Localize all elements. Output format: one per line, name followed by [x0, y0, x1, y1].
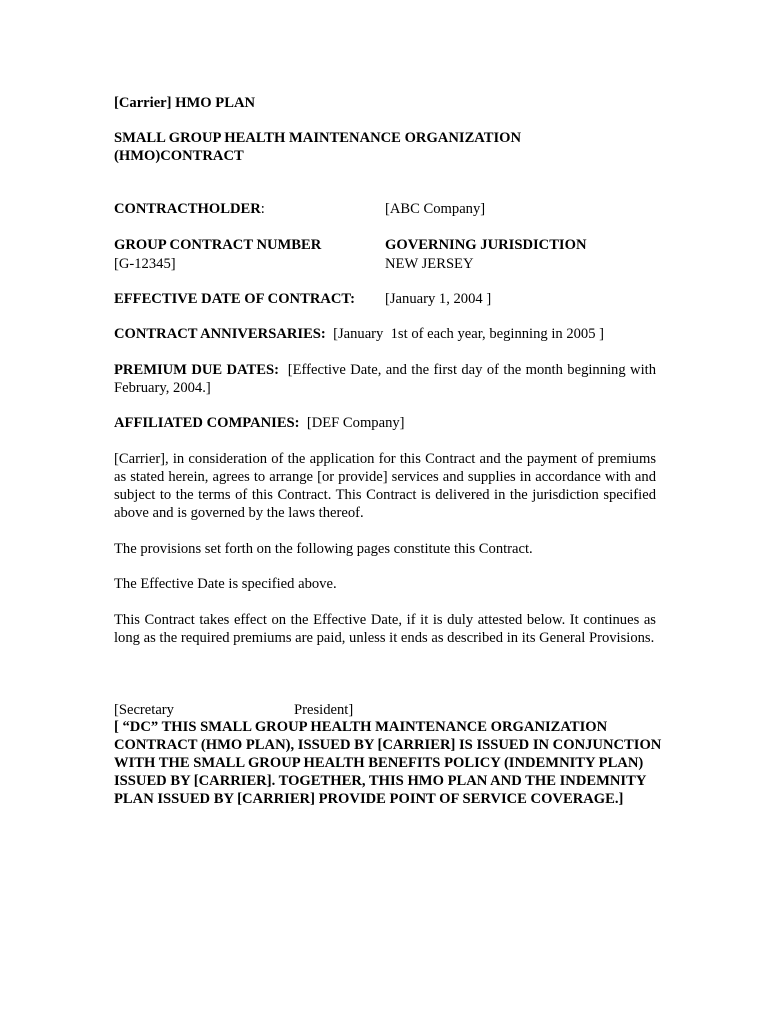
consideration-paragraph: [Carrier], in consideration of the application for this Contract and the payment of premiums as stated herein, agrees to arrange [or provide] services and supplies in accordance with and subject to the terms of this Contract. This Contract is delivered in the jurisdiction specified above and is governed by the laws thereof. [114, 451, 656, 521]
group-number-value: [G-12345] [114, 256, 176, 272]
anniversaries-line [114, 325, 604, 343]
anniversaries-value: [January 1st of each year, beginning in 2005 ] [333, 326, 605, 342]
effective-date-statement: The Effective Date is specified above. [114, 576, 337, 592]
contractholder-label: CONTRACTHOLDER [114, 201, 261, 217]
contractholder-colon: : [260, 201, 265, 217]
secretary-signature-line: [Secretary [114, 702, 174, 718]
affiliated-line [114, 414, 405, 432]
premium-due-label: PREMIUM DUE DATES: [114, 362, 279, 378]
affiliated-value: [DEF Company] [306, 415, 405, 431]
effective-date-value: [January 1, 2004 ] [385, 291, 492, 307]
point-of-service-disclaimer: [ “DC” THIS SMALL GROUP HEALTH MAINTENANCE ORGANIZATION CONTRACT (HMO PLAN), ISSUED BY [CARRIER] IS ISSUED IN CONJUNCTION WITH THE SMALL GROUP HEALTH BENEFITS POLICY (INDEMNITY PLAN) ISSUED BY [CARRIER]. TOGETHER, THIS HMO PLAN AND THE INDEMNITY PLAN ISSUED BY [CARRIER] PROVIDE POINT OF SERVICE COVERAGE.] [114, 719, 662, 807]
president-signature-line: President] [294, 702, 354, 718]
contractholder-value: [ABC Company] [385, 201, 486, 217]
group-number-label: GROUP CONTRACT NUMBER [114, 237, 322, 253]
contractholder-label-line [114, 200, 265, 218]
anniversaries-label: CONTRACT ANNIVERSARIES: [114, 326, 326, 342]
premium-due-value: [Effective Date, and the first day of the month beginning with February, 2004.] [114, 362, 660, 396]
jurisdiction-label: GOVERNING JURISDICTION [385, 237, 587, 253]
premium-due-paragraph [114, 361, 660, 397]
jurisdiction-value: NEW JERSEY [385, 256, 474, 272]
affiliated-label: AFFILIATED COMPANIES: [114, 415, 300, 431]
contract-title-line2: (HMO)CONTRACT [114, 148, 244, 164]
effective-date-label: EFFECTIVE DATE OF CONTRACT: [114, 291, 355, 307]
contract-title-line1: SMALL GROUP HEALTH MAINTENANCE ORGANIZATION [114, 130, 522, 146]
provisions-paragraph: The provisions set forth on the following pages constitute this Contract. [114, 541, 533, 557]
carrier-plan-heading: [Carrier] HMO PLAN [114, 95, 256, 111]
takes-effect-paragraph: This Contract takes effect on the Effective Date, if it is duly attested below. It continues as long as the required premiums are paid, unless it ends as described in its General Provisions. [114, 612, 656, 646]
